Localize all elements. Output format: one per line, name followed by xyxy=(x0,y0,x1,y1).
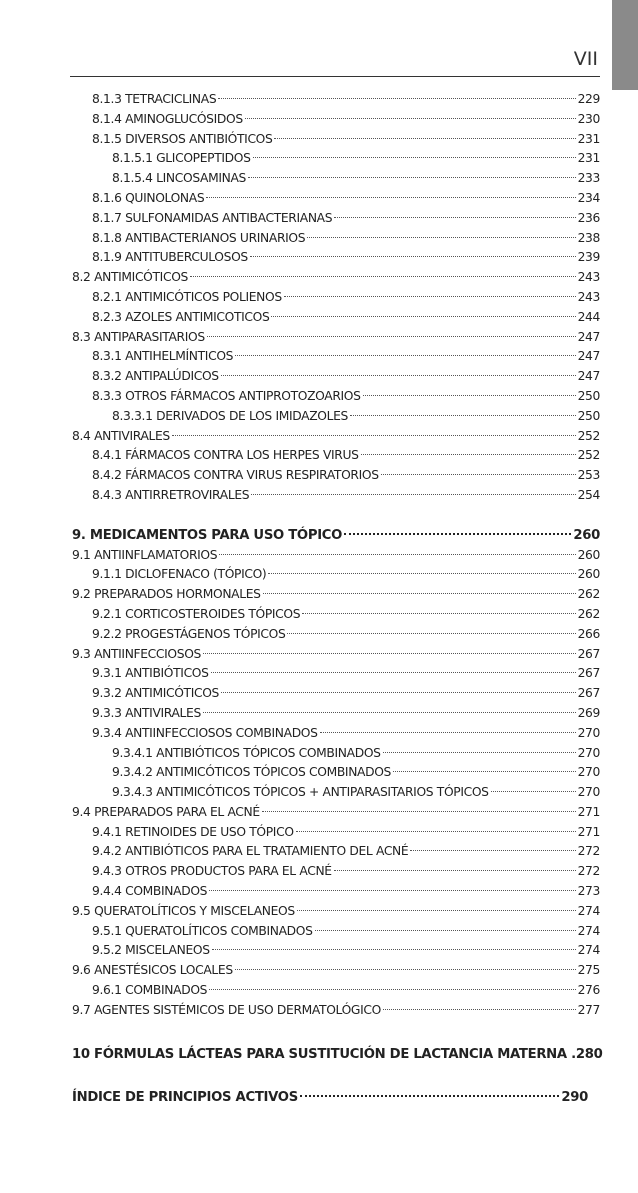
toc-page-number: 252 xyxy=(577,428,600,443)
toc-section-heading[interactable] xyxy=(72,1088,588,1108)
toc-page-number: 252 xyxy=(577,448,600,463)
toc-entry-title: 9.3.2 ANTIMICÓTICOS xyxy=(92,686,220,701)
toc-dot-leader xyxy=(315,930,576,931)
toc-dot-leader xyxy=(250,256,576,257)
toc-dot-leader xyxy=(334,217,575,218)
toc-page-number: 276 xyxy=(577,983,600,998)
toc-entry-title: 8.1.7 SULFONAMIDAS ANTIBACTERIANAS xyxy=(92,210,333,225)
toc-entry-title: 9.7 AGENTES SISTÉMICOS DE USO DERMATOLÓGICO xyxy=(72,1002,381,1017)
toc-dot-leader xyxy=(383,752,576,753)
toc-dot-leader xyxy=(172,435,576,436)
toc-page-number: 270 xyxy=(577,725,600,740)
table-of-contents xyxy=(72,90,603,1108)
toc-dot-leader xyxy=(300,1095,559,1097)
toc-page-number: 272 xyxy=(577,844,600,859)
toc-entry[interactable] xyxy=(72,744,600,764)
toc-page-number: 243 xyxy=(577,289,600,304)
toc-entry[interactable] xyxy=(72,90,600,110)
toc-entry-title: 9.3.4.1 ANTIBIÓTICOS TÓPICOS COMBINADOS xyxy=(112,745,381,760)
toc-entry-title: 9.4 PREPARADOS PARA EL ACNÉ xyxy=(72,804,260,819)
toc-entry[interactable] xyxy=(72,268,600,288)
toc-dot-leader xyxy=(287,633,575,634)
toc-entry-title: 9.5 QUERATOLÍTICOS Y MISCELANEOS xyxy=(72,903,295,918)
toc-entry-title: ÍNDICE DE PRINCIPIOS ACTIVOS xyxy=(72,1090,298,1106)
toc-entry-title: 9.2.1 CORTICOSTEROIDES TÓPICOS xyxy=(92,606,301,621)
toc-entry-title: 9.3.4.3 ANTIMICÓTICOS TÓPICOS + ANTIPARASITARIOS TÓPICOS xyxy=(112,785,489,800)
toc-dot-leader xyxy=(263,593,576,594)
toc-entry-title: 8.1.8 ANTIBACTERIANOS URINARIOS xyxy=(92,230,306,245)
toc-dot-leader xyxy=(248,177,576,178)
toc-dot-leader xyxy=(235,969,576,970)
toc-dot-leader xyxy=(320,732,576,733)
toc-dot-leader xyxy=(221,375,576,376)
toc-entry-title: 8.4.1 FÁRMACOS CONTRA LOS HERPES VIRUS xyxy=(92,448,359,463)
toc-entry-title: 9.6.1 COMBINADOS xyxy=(92,983,208,998)
toc-page-number: 250 xyxy=(577,408,600,423)
toc-entry[interactable] xyxy=(72,466,600,486)
toc-page-number: 247 xyxy=(577,329,600,344)
toc-entry-title: 8.2.3 AZOLES ANTIMICOTICOS xyxy=(92,309,270,324)
side-tab-marker xyxy=(612,0,638,90)
toc-spacer xyxy=(72,506,600,526)
toc-entry-title: 8.1.6 QUINOLONAS xyxy=(92,190,205,205)
toc-entry[interactable] xyxy=(72,189,600,209)
toc-page-number: 271 xyxy=(577,804,600,819)
toc-page-number: 233 xyxy=(577,171,600,186)
toc-entry-title: 8.3.3.1 DERIVADOS DE LOS IMIDAZOLES xyxy=(112,408,348,423)
toc-entry-title: 9.4.1 RETINOIDES DE USO TÓPICO xyxy=(92,824,294,839)
toc-entry[interactable] xyxy=(72,110,600,130)
toc-page-number: 231 xyxy=(577,131,600,146)
toc-dot-leader xyxy=(350,415,576,416)
toc-dot-leader xyxy=(284,296,576,297)
toc-entry[interactable] xyxy=(72,1001,600,1021)
toc-entry-title: 9.1.1 DICLOFENACO (TÓPICO) xyxy=(92,567,267,582)
toc-entry[interactable] xyxy=(72,288,600,308)
toc-dot-leader xyxy=(212,949,576,950)
toc-dot-leader xyxy=(361,454,576,455)
toc-page-number: 247 xyxy=(577,349,600,364)
toc-entry[interactable] xyxy=(72,546,600,566)
toc-entry-title: 8.4.3 ANTIRRETROVIRALES xyxy=(92,487,250,502)
toc-page-number: 274 xyxy=(577,903,600,918)
toc-entry[interactable] xyxy=(72,803,600,823)
toc-page-number: 272 xyxy=(577,864,600,879)
toc-page-number: 271 xyxy=(577,824,600,839)
toc-entry[interactable] xyxy=(72,823,600,843)
toc-entry-title: 8.1.3 TETRACICLINAS xyxy=(92,92,217,106)
toc-entry[interactable] xyxy=(72,605,600,625)
toc-entry-title: 8.4.2 FÁRMACOS CONTRA VIRUS RESPIRATORIOS xyxy=(92,468,379,483)
toc-page-number: 260 xyxy=(577,547,600,562)
toc-entry-title: 9.3.1 ANTIBIÓTICOS xyxy=(92,666,209,681)
toc-page-number: 270 xyxy=(577,785,600,800)
toc-page-number: 267 xyxy=(577,686,600,701)
toc-entry[interactable] xyxy=(72,486,600,506)
toc-entry-title: 9.4.4 COMBINADOS xyxy=(92,884,208,899)
toc-dot-leader xyxy=(207,336,576,337)
toc-entry[interactable] xyxy=(72,585,600,605)
toc-entry[interactable] xyxy=(72,763,600,783)
toc-entry[interactable] xyxy=(72,446,600,466)
toc-dot-leader xyxy=(393,771,576,772)
toc-dot-leader xyxy=(297,910,576,911)
toc-dot-leader xyxy=(209,890,575,891)
toc-section-heading[interactable] xyxy=(72,526,600,546)
toc-page-number: 254 xyxy=(577,487,600,502)
toc-entry-title: 9.1 ANTIINFLAMATORIOS xyxy=(72,547,218,562)
toc-entry-title: 9.4.2 ANTIBIÓTICOS PARA EL TRATAMIENTO DEL ACNÉ xyxy=(92,844,409,859)
toc-entry[interactable] xyxy=(72,308,600,328)
toc-entry-title: 8.3.3 OTROS FÁRMACOS ANTIPROTOZOARIOS xyxy=(92,388,361,403)
toc-entry-title: 8.2 ANTIMICÓTICOS xyxy=(72,270,188,285)
toc-page-number: 260 xyxy=(573,527,600,543)
toc-page-number: 290 xyxy=(561,1090,588,1106)
toc-entry-title: 9.4.3 OTROS PRODUCTOS PARA EL ACNÉ xyxy=(92,864,332,879)
toc-dot-leader xyxy=(307,237,575,238)
toc-entry[interactable] xyxy=(72,684,600,704)
toc-dot-leader xyxy=(491,791,576,792)
toc-entry-title: 10 FÓRMULAS LÁCTEAS PARA SUSTITUCIÓN DE LACTANCIA MATERNA .280 xyxy=(72,1046,603,1062)
toc-page-number: 231 xyxy=(577,151,600,166)
toc-dot-leader xyxy=(302,613,575,614)
toc-entry[interactable] xyxy=(72,387,600,407)
toc-entry-title: 9.3 ANTIINFECCIOSOS xyxy=(72,646,202,661)
toc-dot-leader xyxy=(274,138,575,139)
toc-page-number: 243 xyxy=(577,270,600,285)
toc-entry-title: 9.5.2 MISCELANEOS xyxy=(92,943,210,958)
toc-entry-title: 9.2 PREPARADOS HORMONALES xyxy=(72,587,261,602)
toc-dot-leader xyxy=(268,573,575,574)
toc-dot-leader xyxy=(296,831,576,832)
toc-page-number: 236 xyxy=(577,210,600,225)
toc-entry[interactable] xyxy=(72,229,600,249)
toc-entry[interactable] xyxy=(72,941,600,961)
toc-dot-leader xyxy=(203,712,576,713)
toc-dot-leader xyxy=(383,1009,576,1010)
toc-dot-leader xyxy=(211,672,576,673)
toc-entry-title: 9.6 ANESTÉSICOS LOCALES xyxy=(72,963,233,978)
toc-entry[interactable] xyxy=(72,130,600,150)
toc-entry[interactable] xyxy=(72,427,600,447)
toc-dot-leader xyxy=(271,316,575,317)
toc-page-number: 270 xyxy=(577,765,600,780)
toc-dot-leader xyxy=(218,98,575,99)
toc-dot-leader xyxy=(410,850,575,851)
toc-entry-title: 8.3.1 ANTIHELMÍNTICOS xyxy=(92,349,234,364)
toc-page-number: 230 xyxy=(577,111,600,126)
toc-entry[interactable] xyxy=(72,149,600,169)
toc-section-heading[interactable] xyxy=(72,1045,603,1065)
toc-page-number: 269 xyxy=(577,705,600,720)
toc-entry[interactable] xyxy=(72,565,600,585)
toc-entry-title: 8.1.9 ANTITUBERCULOSOS xyxy=(92,250,248,265)
toc-entry[interactable] xyxy=(72,922,600,942)
toc-dot-leader xyxy=(334,870,576,871)
toc-dot-leader xyxy=(235,355,575,356)
toc-entry-title: 8.1.5.4 LINCOSAMINAS xyxy=(112,171,246,186)
toc-entry[interactable] xyxy=(72,783,600,803)
toc-dot-leader xyxy=(251,494,575,495)
toc-entry-title: 9. MEDICAMENTOS PARA USO TÓPICO xyxy=(72,527,343,543)
toc-entry-title: 8.3.2 ANTIPALÚDICOS xyxy=(92,369,219,384)
toc-entry-title: 8.1.5 DIVERSOS ANTIBIÓTICOS xyxy=(92,131,273,146)
toc-dot-leader xyxy=(190,276,576,277)
toc-entry-title: 8.2.1 ANTIMICÓTICOS POLIENOS xyxy=(92,289,282,304)
toc-page-number: 250 xyxy=(577,388,600,403)
toc-entry[interactable] xyxy=(72,862,600,882)
toc-entry[interactable] xyxy=(72,981,600,1001)
toc-entry-title: 8.1.5.1 GLICOPEPTIDOS xyxy=(112,151,251,166)
toc-entry[interactable] xyxy=(72,704,600,724)
toc-page-number: 277 xyxy=(577,1002,600,1017)
header-rule xyxy=(70,76,600,77)
toc-entry[interactable] xyxy=(72,961,600,981)
toc-entry[interactable] xyxy=(72,367,600,387)
toc-page-number: 262 xyxy=(577,587,600,602)
page-number: VII xyxy=(573,48,598,70)
toc-dot-leader xyxy=(253,157,576,158)
toc-page-number: 274 xyxy=(577,923,600,938)
toc-page-number: 274 xyxy=(577,943,600,958)
toc-dot-leader xyxy=(221,692,576,693)
toc-entry[interactable] xyxy=(72,724,600,744)
toc-entry[interactable] xyxy=(72,842,600,862)
toc-entry-title: 9.2.2 PROGESTÁGENOS TÓPICOS xyxy=(92,626,286,641)
toc-page-number: 247 xyxy=(577,369,600,384)
toc-entry[interactable] xyxy=(72,882,600,902)
toc-page-number: 267 xyxy=(577,666,600,681)
toc-page-number: 273 xyxy=(577,884,600,899)
toc-dot-leader xyxy=(206,197,575,198)
toc-entry[interactable] xyxy=(72,248,600,268)
toc-entry-title: 9.3.4 ANTIINFECCIOSOS COMBINADOS xyxy=(92,725,318,740)
toc-entry-title: 8.4 ANTIVIRALES xyxy=(72,428,170,443)
toc-entry[interactable] xyxy=(72,625,600,645)
toc-dot-leader xyxy=(381,474,576,475)
toc-dot-leader xyxy=(363,395,576,396)
toc-entry[interactable] xyxy=(72,209,600,229)
toc-entry[interactable] xyxy=(72,347,600,367)
toc-entry[interactable] xyxy=(72,664,600,684)
toc-entry[interactable] xyxy=(72,328,600,348)
toc-entry[interactable] xyxy=(72,902,600,922)
toc-entry-title: 9.3.3 ANTIVIRALES xyxy=(92,705,201,720)
toc-dot-leader xyxy=(344,533,571,535)
toc-page-number: 234 xyxy=(577,190,600,205)
toc-page-number: 253 xyxy=(577,468,600,483)
toc-entry[interactable] xyxy=(72,169,600,189)
toc-entry-title: 9.3.4.2 ANTIMICÓTICOS TÓPICOS COMBINADOS xyxy=(112,765,392,780)
toc-entry-title: 8.1.4 AMINOGLUCÓSIDOS xyxy=(92,111,243,126)
toc-dot-leader xyxy=(203,653,576,654)
toc-spacer xyxy=(72,1021,600,1045)
toc-page-number: 244 xyxy=(577,309,600,324)
toc-page-number: 267 xyxy=(577,646,600,661)
toc-entry-title: 9.5.1 QUERATOLÍTICOS COMBINADOS xyxy=(92,923,313,938)
toc-spacer xyxy=(72,1064,600,1088)
toc-page-number: 238 xyxy=(577,230,600,245)
toc-dot-leader xyxy=(262,811,576,812)
toc-entry-title: 8.3 ANTIPARASITARIOS xyxy=(72,329,205,344)
toc-entry[interactable] xyxy=(72,407,600,427)
toc-page-number: 229 xyxy=(577,92,600,106)
toc-page-number: 275 xyxy=(577,963,600,978)
toc-page-number: 260 xyxy=(577,567,600,582)
toc-entry[interactable] xyxy=(72,645,600,665)
toc-dot-leader xyxy=(209,989,575,990)
toc-page-number: 239 xyxy=(577,250,600,265)
toc-dot-leader xyxy=(219,554,575,555)
toc-page-number: 266 xyxy=(577,626,600,641)
toc-dot-leader xyxy=(245,118,576,119)
toc-page-number: 262 xyxy=(577,606,600,621)
toc-page-number: 270 xyxy=(577,745,600,760)
